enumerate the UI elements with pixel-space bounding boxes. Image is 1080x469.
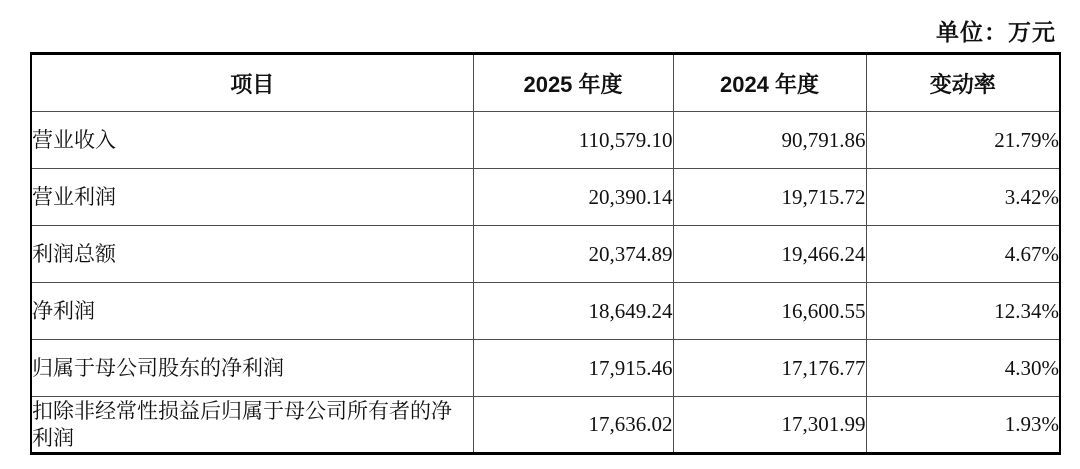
- table-row: [31, 283, 1060, 340]
- table-row: [31, 226, 1060, 283]
- header-2024: 2024 年度: [673, 54, 866, 112]
- change-rate-cell: 12.34%: [866, 283, 1060, 340]
- item-cell: 利润总额: [31, 226, 473, 283]
- change-rate-cell: 3.42%: [866, 169, 1060, 226]
- header-item: 项目: [31, 54, 473, 112]
- change-rate-cell: 4.30%: [866, 340, 1060, 397]
- unit-label: 单位：万元: [936, 19, 1056, 45]
- value-2024-cell: 16,600.55: [673, 283, 866, 340]
- table-row: [31, 397, 1060, 454]
- item-cell: 营业收入: [31, 112, 473, 169]
- item-cell: 归属于母公司股东的净利润: [31, 340, 473, 397]
- table-row: [31, 169, 1060, 226]
- change-rate-cell: 1.93%: [866, 397, 1060, 454]
- item-cell: 净利润: [31, 283, 473, 340]
- table-row: [31, 340, 1060, 397]
- item-cell: 扣除非经常性损益后归属于母公司所有者的净利润: [31, 397, 473, 454]
- value-2025-cell: 17,915.46: [473, 340, 673, 397]
- financial-table: [30, 52, 1061, 455]
- value-2025-cell: 20,374.89: [473, 226, 673, 283]
- value-2025-cell: 18,649.24: [473, 283, 673, 340]
- value-2025-cell: 20,390.14: [473, 169, 673, 226]
- item-cell: 营业利润: [31, 169, 473, 226]
- value-2024-cell: 19,715.72: [673, 169, 866, 226]
- table-header-row: [31, 54, 1060, 112]
- header-2025: 2025 年度: [473, 54, 673, 112]
- value-2025-cell: 110,579.10: [473, 112, 673, 169]
- value-2025-cell: 17,636.02: [473, 397, 673, 454]
- value-2024-cell: 17,301.99: [673, 397, 866, 454]
- value-2024-cell: 90,791.86: [673, 112, 866, 169]
- table-row: [31, 112, 1060, 169]
- change-rate-cell: 21.79%: [866, 112, 1060, 169]
- value-2024-cell: 17,176.77: [673, 340, 866, 397]
- change-rate-cell: 4.67%: [866, 226, 1060, 283]
- value-2024-cell: 19,466.24: [673, 226, 866, 283]
- header-change-rate: 变动率: [866, 54, 1060, 112]
